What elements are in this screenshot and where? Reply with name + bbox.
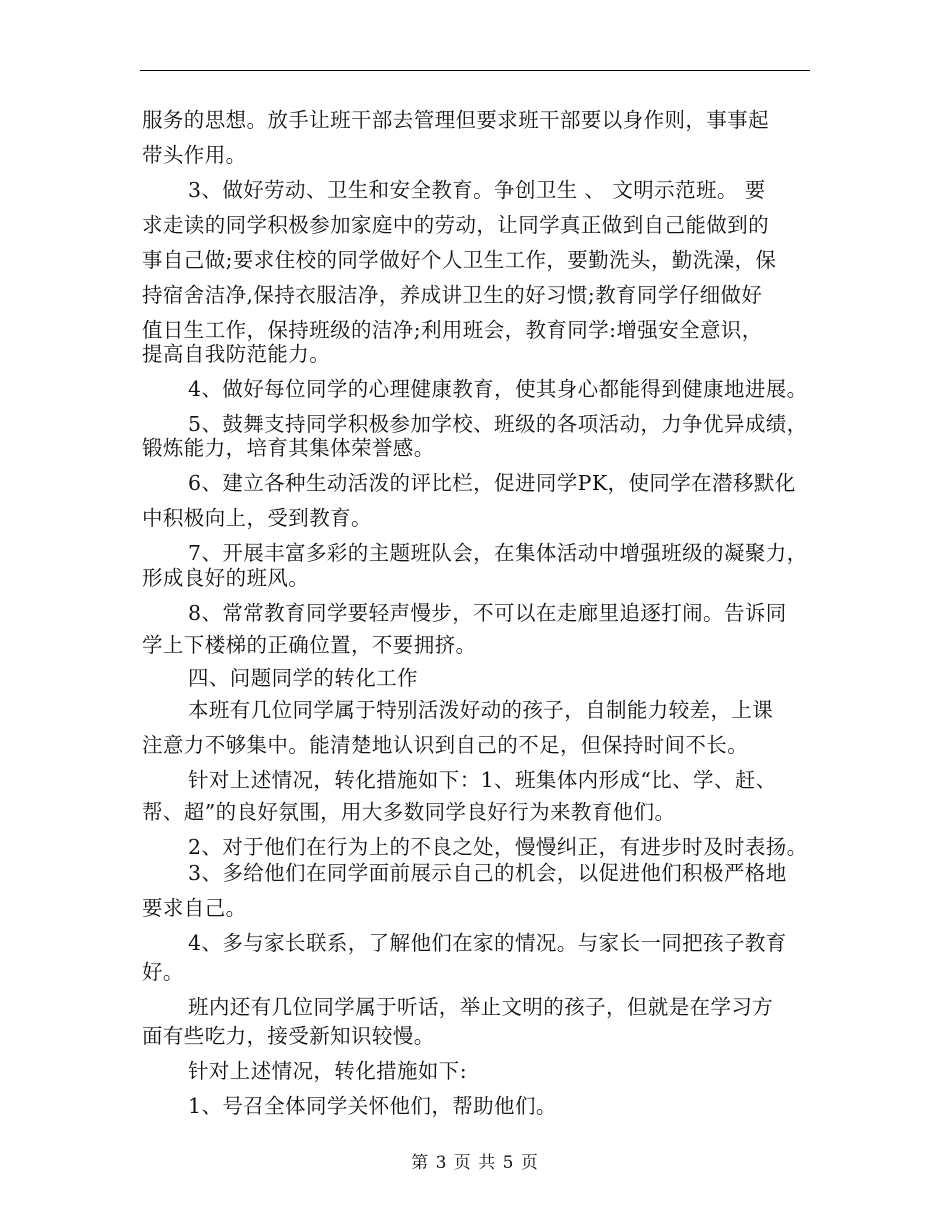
text-line: 3、做好劳动、卫生和安全教育。争创卫生 、 文明示范班。 要 [188, 178, 766, 202]
text-line: 7、开展丰富多彩的主题班队会，在集体活动中增强班级的凝聚力， [188, 541, 808, 565]
text-line: 5、鼓舞支持同学积极参加学校、班级的各项活动，力争优异成绩， [188, 412, 808, 436]
text-line: 要求自己。 [142, 896, 247, 920]
text-line: 值日生工作，保持班级的洁净;利用班会，教育同学:增强安全意识， [142, 318, 763, 342]
text-line: 8、常常教育同学要轻声慢步，不可以在走廊里追逐打闹。告诉同 [188, 601, 787, 625]
text-line: 锻炼能力，培育其集体荣誉感。 [142, 436, 435, 460]
text-line: 好。 [142, 960, 184, 984]
text-line: 本班有几位同学属于特别活泼好动的孩子，自制能力较差，上课 [188, 698, 774, 722]
text-line: 服务的思想。放手让班干部去管理但要求班干部要以身作则，事事起 [142, 108, 769, 132]
text-line: 针对上述情况，转化措施如下: [188, 1059, 468, 1083]
text-line: 事自己做;要求住校的同学做好个人卫生工作，要勤洗头，勤洗澡，保 [142, 248, 777, 272]
text-line: 针对上述情况，转化措施如下：1、班集体内形成“比、学、赶、 [188, 768, 777, 792]
text-line: 形成良好的班风。 [142, 566, 310, 590]
text-line: 1、号召全体同学关怀他们，帮助他们。 [188, 1094, 557, 1118]
page-number-footer: 第 3 页 共 5 页 [411, 1153, 539, 1173]
text-line: 中积极向上，受到教育。 [142, 506, 372, 530]
text-line: 求走读的同学积极参加家庭中的劳动，让同学真正做到自己能做到的 [142, 213, 769, 237]
text-line: 4、做好每位同学的心理健康教育，使其身心都能得到健康地进展。 [188, 377, 808, 401]
section-heading: 四、问题同学的转化工作 [188, 666, 418, 690]
text-line: 注意力不够集中。能清楚地认识到自己的不足，但保持时间不长。 [142, 733, 749, 757]
text-line: 学上下楼梯的正确位置，不要拥挤。 [142, 633, 477, 657]
text-line: 6、建立各种生动活泼的评比栏，促进同学PK，使同学在潜移默化 [188, 471, 796, 495]
text-line: 持宿舍洁净,保持衣服洁净，养成讲卫生的好习惯;教育同学仔细做好 [142, 283, 763, 307]
text-line: 面有些吃力，接受新知识较慢。 [142, 1024, 435, 1048]
text-line: 3、多给他们在同学面前展示自己的机会，以促进他们积极严格地 [188, 861, 787, 885]
text-line: 提高自我防范能力。 [142, 342, 331, 366]
text-line: 带头作用。 [142, 143, 247, 167]
text-line: 4、多与家长联系，了解他们在家的情况。与家长一同把孩子教育 [188, 931, 787, 955]
text-line: 班内还有几位同学属于听话，举止文明的孩子，但就是在学习方 [188, 995, 774, 1019]
text-line: 2、对于他们在行为上的不良之处，慢慢纠正，有进步时及时表扬。 [188, 835, 808, 859]
text-line: 帮、超”的良好氛围，用大多数同学良好行为来教育他们。 [142, 800, 676, 824]
